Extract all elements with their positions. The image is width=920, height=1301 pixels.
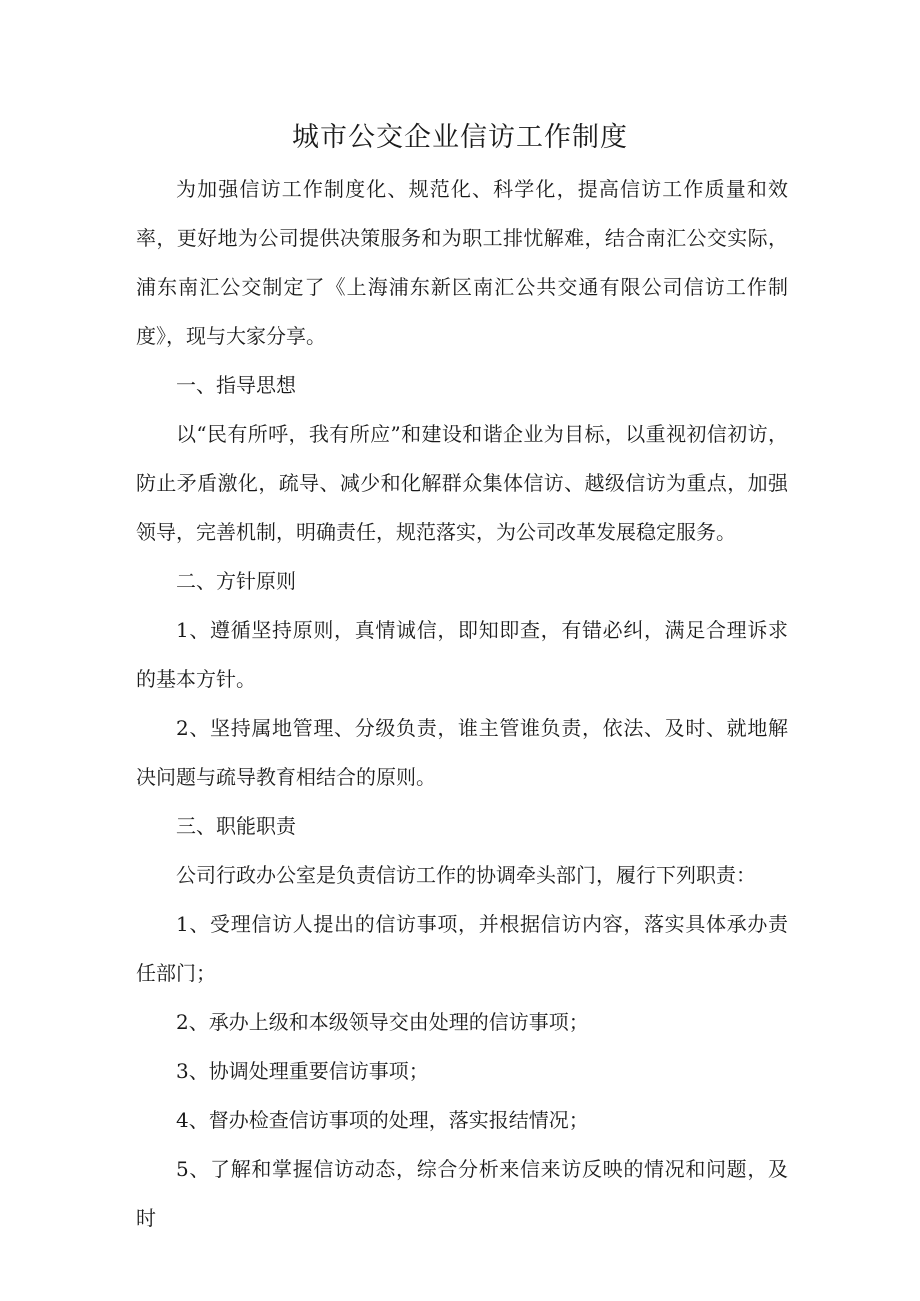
paragraph-duty-1: 1、受理信访人提出的信访事项，并根据信访内容，落实具体承办责任部门；: [136, 912, 788, 985]
paragraph-guiding-thought: 以“民有所呼，我有所应”和建设和谐企业为目标，以重视初信初访，防止矛盾激化，疏导、减少和化解群众集体信访、越级信访为重点，加强领导，完善机制，明确责任，规范落实，为公司改革发展稳定服务。: [136, 422, 788, 544]
document-title: 城市公交企业信访工作制度: [292, 122, 628, 153]
document-body: [136, 165, 788, 1243]
section-heading-guiding-thought: 一、指导思想: [176, 373, 296, 397]
section-heading-principles: 二、方针原则: [176, 569, 296, 593]
paragraph-principle-1: 1、遵循坚持原则，真情诚信，即知即查，有错必纠，满足合理诉求的基本方针。: [136, 618, 788, 691]
section-heading-duties: 三、职能职责: [176, 814, 296, 838]
paragraph-duty-5: 5、了解和掌握信访动态，综合分析来信来访反映的情况和问题，及时: [136, 1157, 788, 1230]
paragraph-principle-2: 2、坚持属地管理、分级负责，谁主管谁负责，依法、及时、就地解决问题与疏导教育相结合的原则。: [136, 716, 788, 789]
paragraph-duty-2: 2、承办上级和本级领导交由处理的信访事项；: [176, 1010, 589, 1034]
paragraph-duty-4: 4、督办检查信访事项的处理，落实报结情况；: [176, 1108, 589, 1132]
paragraph-duties-intro: 公司行政办公室是负责信访工作的协调牵头部门，履行下列职责：: [176, 863, 756, 887]
paragraph-duty-3: 3、协调处理重要信访事项；: [176, 1059, 429, 1083]
paragraph-intro: 为加强信访工作制度化、规范化、科学化，提高信访工作质量和效率，更好地为公司提供决策服务和为职工排忧解难，结合南汇公交实际，浦东南汇公交制定了《上海浦东新区南汇公共交通有限公司信访工作制度》，现与大家分享。: [136, 177, 788, 348]
